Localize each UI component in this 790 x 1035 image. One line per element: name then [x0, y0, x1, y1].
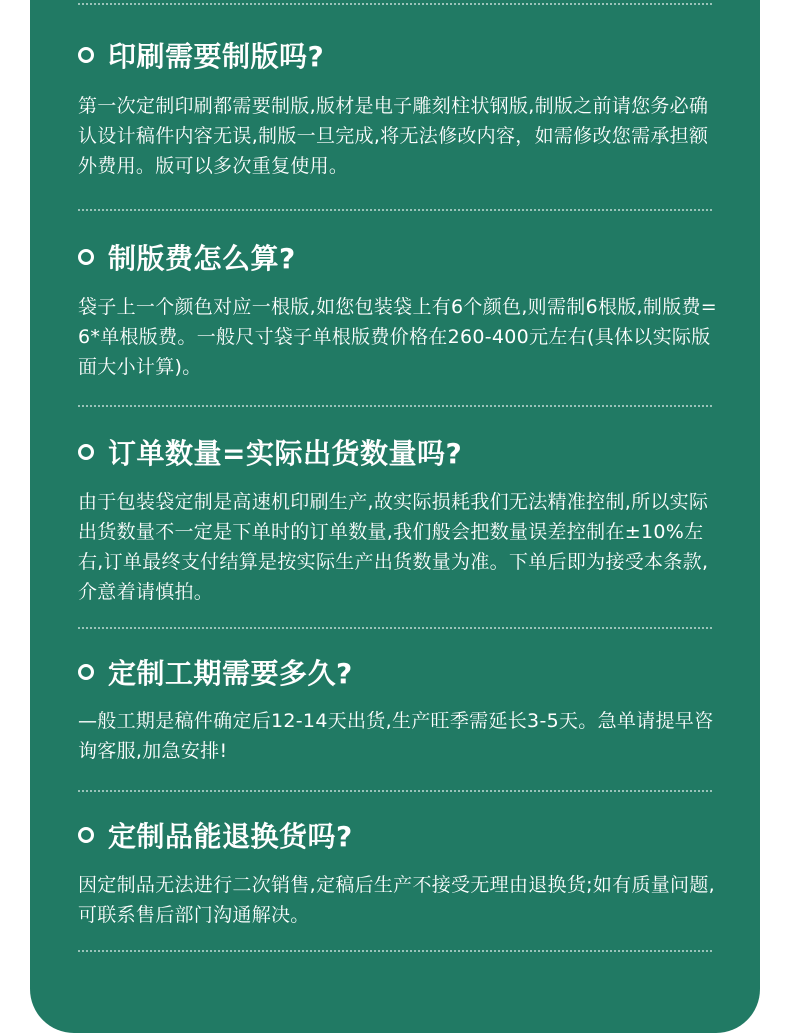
- faq-answer-5: 因定制品无法进行二次销售,定稿后生产不接受无理由退换货;如有质量问题,可联系售后部门沟通解决。: [78, 874, 715, 926]
- faq-question-2: [78, 237, 296, 277]
- faq-question-text: 制版费怎么算?: [108, 242, 296, 275]
- faq-question-text: 定制工期需要多久?: [108, 657, 353, 690]
- divider: [78, 405, 712, 407]
- circle-bullet-icon: [78, 47, 94, 63]
- faq-question-1: [78, 35, 324, 75]
- faq-question-text: 印刷需要制版吗?: [108, 40, 325, 73]
- circle-bullet-icon: [78, 827, 94, 843]
- divider: [78, 627, 712, 629]
- faq-question-5: [78, 815, 353, 855]
- faq-answer-4: —般工期是稿件确定后12-14天出货,生产旺季需延长3-5天。急单请提早咨询客服,加急安排!: [78, 710, 714, 762]
- circle-bullet-icon: [78, 444, 94, 460]
- circle-bullet-icon: [78, 249, 94, 265]
- faq-answer-1: 第一次定制印刷都需要制版,版材是电子雕刻柱状钢版,制版之前请您务必确认设计稿件内容无误,制版一旦完成,将无法修改内容，如需修改您需承担额外费用。版可以多次重复使用。: [78, 95, 709, 177]
- divider: [78, 790, 712, 792]
- circle-bullet-icon: [78, 664, 94, 680]
- faq-question-4: [78, 652, 353, 692]
- divider: [78, 209, 712, 211]
- faq-answer-2: 袋子上一个颜色对应一根版,如您包装袋上有6个颜色,则需制6根版,制版费=6*单根版费。一般尺寸袋子单根版费价格在260-400元左右(具体以实际版面大小计算)。: [78, 296, 718, 378]
- faq-question-text: 定制品能退换货吗?: [108, 820, 353, 853]
- divider: [78, 950, 712, 952]
- faq-answer-3: 由于包装袋定制是高速机印刷生产,故实际损耗我们无法精准控制,所以实际出货数量不一定是下单时的订单数量,我们般会把数量误差控制在±10%左右,订单最终支付结算是按实际生产出货数量为准。下单后即为接受本条款,介意着请慎拍。: [78, 491, 709, 603]
- faq-question-3: [78, 432, 462, 472]
- faq-question-text: 订单数量=实际出货数量吗?: [108, 437, 463, 470]
- divider: [78, 3, 712, 5]
